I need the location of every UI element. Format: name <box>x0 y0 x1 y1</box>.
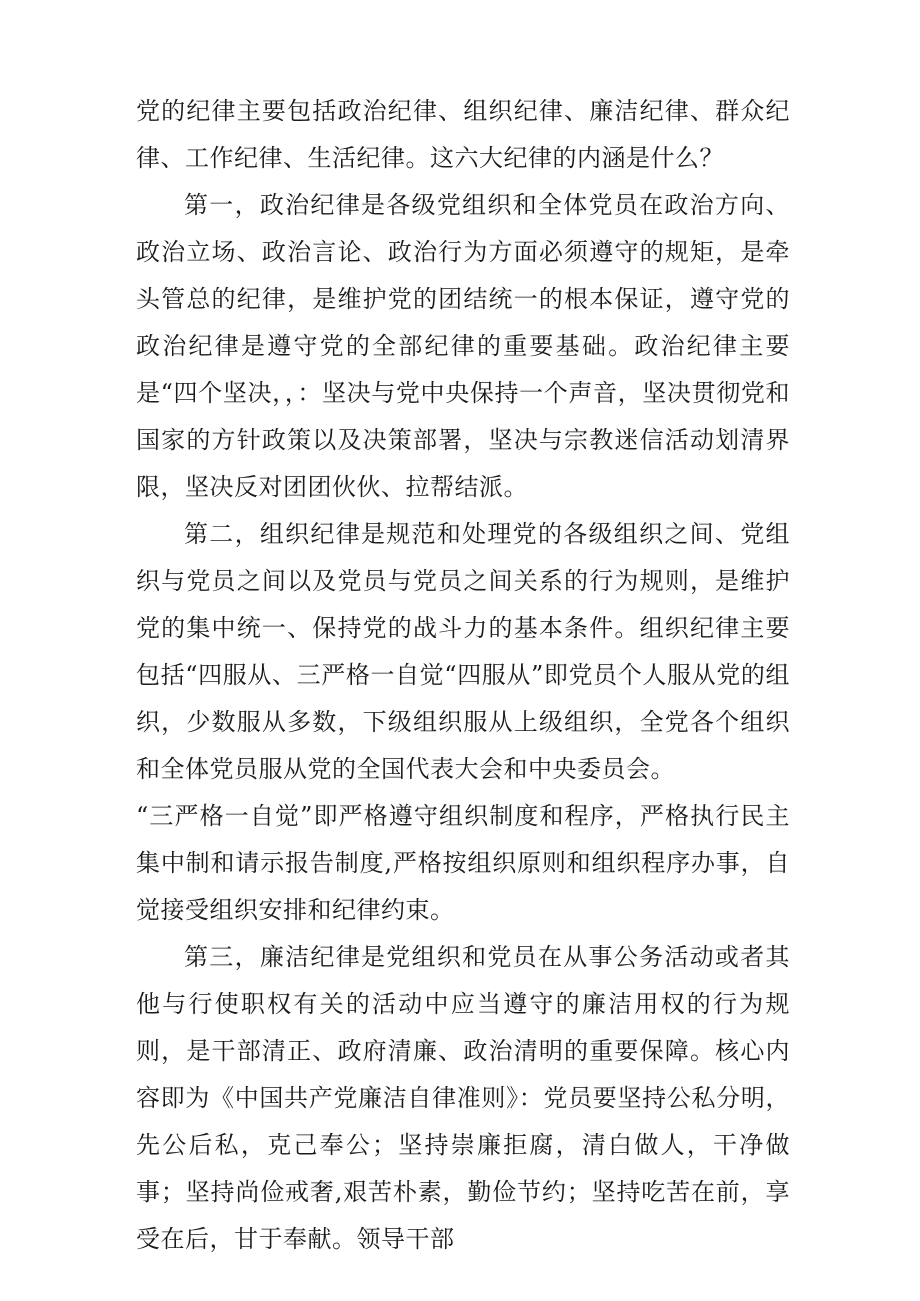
paragraph-intro: 党的纪律主要包括政治纪律、组织纪律、廉洁纪律、群众纪律、工作纪律、生活纪律。这六大纪律的内涵是什么？ <box>136 97 790 172</box>
paragraph-integrity-discipline: 第三，廉洁纪律是党组织和党员在从事公务活动或者其他与行使职权有关的活动中应当遵守的廉洁用权的行为规则，是干部清正、政府清廉、政治清明的重要保障。核心内容即为《中国共产党廉洁自律准则》：党员要坚持公私分明，先公后私，克己奉公；坚持崇廉拒腐，清白做人，干净做事；坚持尚俭戒奢,艰苦朴素，勤俭节约；坚持吃苦在前，享受在后，甘于奉献。领导干部 <box>136 943 790 1253</box>
document-body <box>136 88 790 1263</box>
paragraph-organizational-discipline: 第二，组织纪律是规范和处理党的各级组织之间、党组织与党员之间以及党员与党员之间关系的行为规则，是维护党的集中统一、保持党的战斗力的基本条件。组织纪律主要包括“四服从、三严格一自觉“四服从”即党员个人服从党的组织，少数服从多数，下级组织服从上级组织，全党各个组织和全体党员服从党的全国代表大会和中央委员会。 <box>136 520 790 783</box>
paragraph-political-discipline: 第一，政治纪律是各级党组织和全体党员在政治方向、政治立场、政治言论、政治行为方面必须遵守的规矩，是牵头管总的纪律，是维护党的团结统一的根本保证，遵守党的政治纪律是遵守党的全部纪律的重要基础。政治纪律主要是“四个坚决，，：坚决与党中央保持一个声音，坚决贯彻党和国家的方针政策以及决策部署，坚决与宗教迷信活动划清界限，坚决反对团团伙伙、拉帮结派。 <box>136 191 790 501</box>
paragraph-three-strict-one-conscious: “三严格一自觉”即严格遵守组织制度和程序，严格执行民主集中制和请示报告制度,严格按组织原则和组织程序办事，自觉接受组织安排和纪律约束。 <box>136 802 790 924</box>
